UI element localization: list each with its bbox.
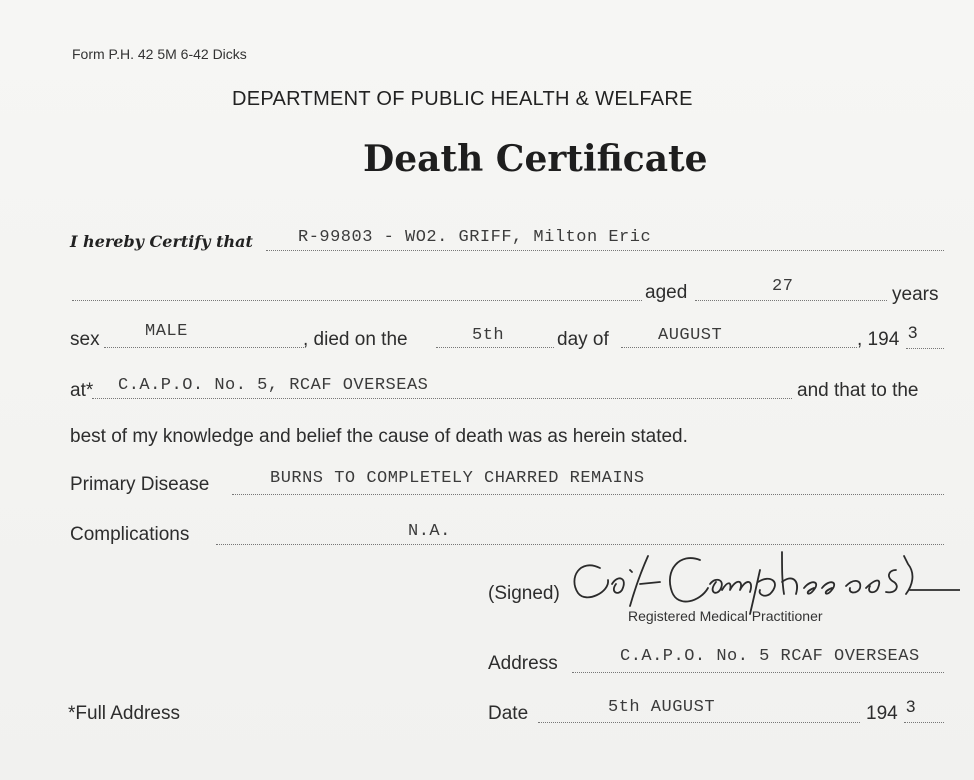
date-year-prefix: 194 (866, 703, 898, 724)
sex-line (104, 347, 304, 348)
died-label: , died on the (303, 329, 408, 350)
date-year-line (904, 722, 944, 723)
address-label: Address (488, 653, 558, 674)
year-digit: 3 (908, 323, 918, 342)
name-line (266, 250, 944, 251)
date-year-digit: 3 (906, 697, 916, 716)
at-label: at* (70, 380, 94, 401)
date-value: 5th AUGUST (608, 698, 716, 717)
certificate-title: Death Certificate (363, 138, 708, 180)
address-line (572, 672, 944, 673)
date-line (538, 722, 860, 723)
primary-disease-line (232, 494, 944, 495)
primary-disease-value: BURNS TO COMPLETELY CHARRED REMAINS (270, 469, 645, 488)
place-value: C.A.P.O. No. 5, RCAF OVERSEAS (118, 376, 429, 395)
certify-label: I hereby Certify that (70, 232, 253, 251)
blank-line (72, 300, 642, 301)
aged-label: aged (645, 282, 688, 303)
date-label: Date (488, 703, 529, 724)
month-value: AUGUST (658, 326, 723, 345)
name-value: R-99803 - WO2. GRIFF, Milton Eric (298, 228, 652, 247)
year-line (906, 348, 944, 349)
month-line (621, 347, 857, 348)
department-heading: DEPARTMENT OF PUBLIC HEALTH & WELFARE (232, 88, 693, 110)
sex-value: MALE (145, 322, 188, 341)
full-address-note: *Full Address (68, 703, 180, 724)
age-line (695, 300, 887, 301)
primary-disease-label: Primary Disease (70, 474, 210, 495)
place-line (92, 398, 792, 399)
knowledge-statement: best of my knowledge and belief the cause of death was as herein stated. (70, 426, 688, 447)
day-value: 5th (472, 326, 505, 345)
complications-label: Complications (70, 524, 190, 545)
address-value: C.A.P.O. No. 5 RCAF OVERSEAS (620, 647, 920, 666)
complications-line (216, 544, 944, 545)
form-id: Form P.H. 42 5M 6-42 Dicks (72, 46, 247, 62)
day-of-label: day of (557, 329, 609, 350)
and-that-label: and that to the (797, 380, 919, 401)
year-prefix: , 194 (857, 329, 900, 350)
sex-label: sex (70, 329, 100, 350)
complications-value: N.A. (408, 522, 451, 541)
age-value: 27 (772, 277, 794, 296)
years-label: years (892, 284, 939, 305)
signed-label: (Signed) (488, 583, 560, 604)
day-line (436, 347, 554, 348)
registered-label: Registered Medical Practitioner (628, 608, 823, 624)
